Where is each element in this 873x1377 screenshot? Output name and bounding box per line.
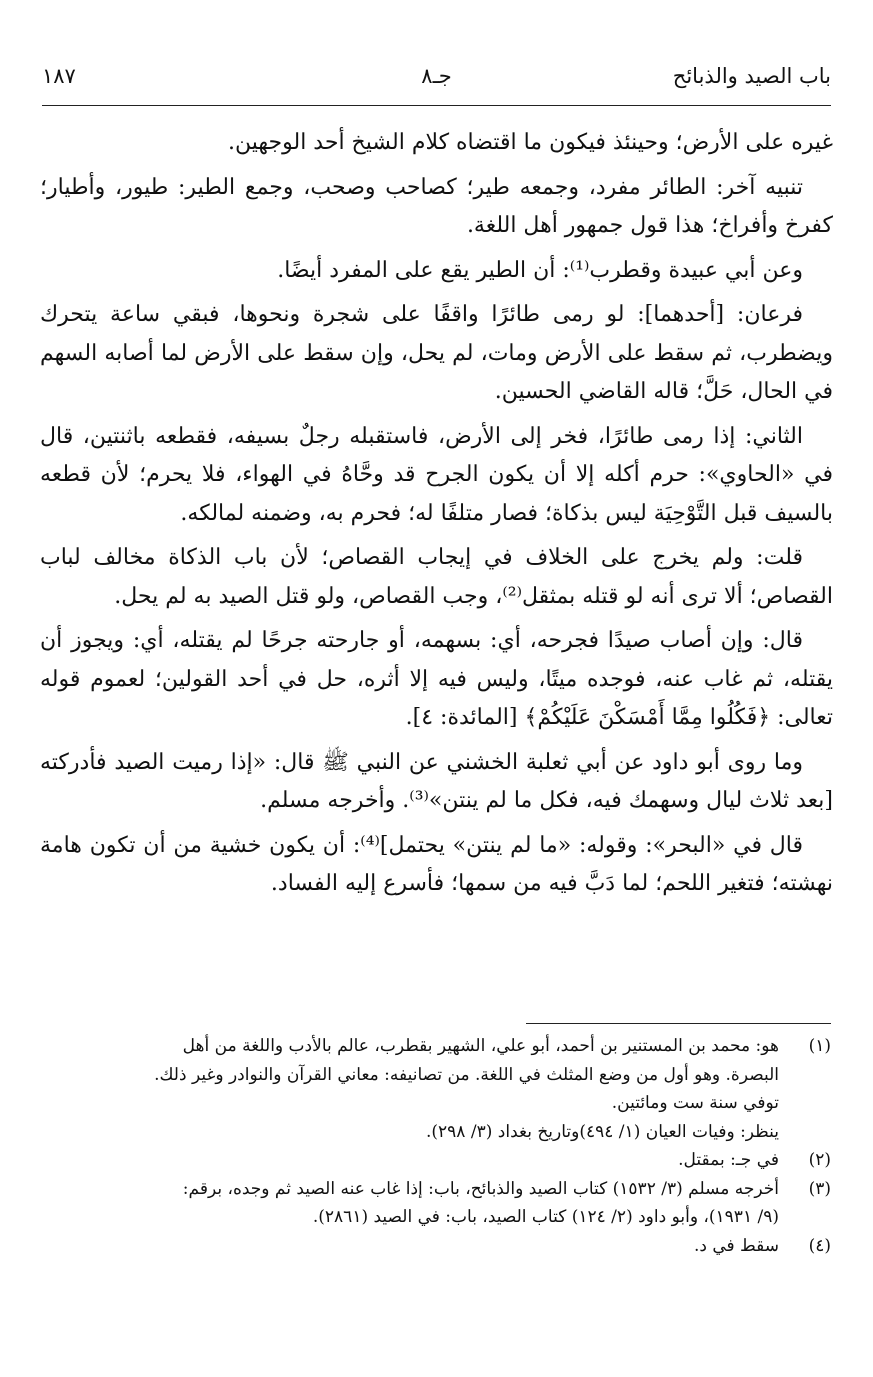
- paragraph: وما روى أبو داود عن أبي ثعلبة الخشني عن النبي ﷺ قال: «إذا رميت الصيد فأدركته [بعد ثلاث ليال وسهمك فيه، فكل ما لم ينتن»⁽³⁾. وأخرجه مسلم.: [40, 749, 833, 813]
- running-header: [42, 58, 831, 102]
- header-rule: [42, 105, 831, 106]
- paragraph: تنبيه آخر: الطائر مفرد، وجمعه طير؛ كصاحب وصحب، وجمع الطير: طيور، وأطيار؛ كفرخ وأفراخ؛ هذا قول جمهور أهل اللغة.: [40, 174, 833, 238]
- footnote-line: في جـ: بمقتل.: [678, 1150, 779, 1170]
- paragraph: غيره على الأرض؛ وحينئذ فيكون ما اقتضاه كلام الشيخ أحد الوجهين.: [228, 130, 833, 155]
- footnote-number: (٢): [808, 1150, 831, 1170]
- paragraph: وعن أبي عبيدة وقطرب⁽¹⁾: أن الطير يقع على المفرد أيضًا.: [277, 257, 803, 283]
- main-text: [40, 124, 833, 910]
- footnote-2: [40, 1146, 831, 1175]
- volume-label: جـ٨: [421, 64, 452, 88]
- footnote-line: هو: محمد بن المستنير بن أحمد، أبو علي، الشهير بقطرب، عالم بالأدب واللغة من أهل: [182, 1036, 779, 1056]
- footnote-line: أخرجه مسلم (٣/ ١٥٣٢) كتاب الصيد والذبائح، باب: إذا غاب عنه الصيد ثم وجده، برقم:: [182, 1178, 779, 1199]
- footnote-line: سقط في د.: [693, 1235, 779, 1256]
- page-number: ١٨٧: [42, 64, 76, 88]
- footnote-number: (٣): [808, 1178, 831, 1199]
- footnote-number: (٤): [808, 1235, 831, 1256]
- paragraph: قلت: ولم يخرج على الخلاف في إيجاب القصاص؛ لأن باب الذكاة مخالف لباب القصاص؛ ألا ترى أنه لو قتله بمثقل⁽²⁾، وجب القصاص، ولو قتل الصيد به لم يحل.: [40, 545, 833, 609]
- footnote-1: [40, 1032, 831, 1146]
- chapter-title: باب الصيد والذبائح: [672, 64, 831, 88]
- footnote-3: [40, 1175, 831, 1232]
- footnotes: [40, 1032, 831, 1260]
- footnote-rule: [526, 1023, 831, 1024]
- footnote-4: [40, 1232, 831, 1261]
- footnote-number: (١): [808, 1036, 831, 1056]
- paragraph: الثاني: إذا رمى طائرًا، فخر إلى الأرض، فاستقبله رجلٌ بسيفه، فقطعه باثنتين، قال في «الحاوي»: حرم أكله إلا أن يكون الجرح قد وحَّاهُ في الهواء، فلا يحرم؛ لأن قطعه بالسيف قبل التَّوْحِيَة ليس بذكاة؛ فصار متلفًا له؛ فحرم به، وضمنه لمالكه.: [40, 423, 833, 526]
- paragraph: قال في «البحر»: وقوله: «ما لم ينتن» يحتمل]⁽⁴⁾: أن يكون خشية من أن تكون هامة نهشته؛ فتغير اللحم؛ لما دَبَّ فيه من سمها؛ فأسرع إليه الفساد.: [40, 832, 833, 896]
- footnote-line: (٩/ ١٩٣١)، وأبو داود (٢/ ١٢٤) كتاب الصيد، باب: في الصيد (٢٨٦١).: [312, 1207, 779, 1227]
- paragraph: فرعان: [أحدهما]: لو رمى طائرًا واقفًا على شجرة ونحوها، فبقي ساعة يتحرك ويضطرب، ثم سقط على الأرض ومات، لم يحل، وإن سقط على الأرض لما أصابه السهم في الحال، حَلَّ؛ قاله القاضي الحسين.: [40, 302, 833, 404]
- footnote-line: البصرة. وهو أول من وضع المثلث في اللغة. من تصانيفه: معاني القرآن والنوادر وغير ذلك.: [154, 1064, 779, 1085]
- footnote-line: توفي سنة ست ومائتين.: [611, 1093, 779, 1113]
- paragraph: قال: وإن أصاب صيدًا فجرحه، أي: بسهمه، أو جارحته جرحًا لم يقتله، أي: ويجوز أن يقتله، ثم غاب عنه، فوجده ميتًا، وليس فيه إلا أثره، حل في أحد القولين؛ لعموم قوله تعالى: ﴿فَكُلُوا مِمَّا أَمْسَكْنَ عَلَيْكُمْ﴾ [المائدة: ٤].: [40, 628, 833, 730]
- footnote-line: ينظر: وفيات العيان (١/ ٤٩٤)وتاريخ بغداد (٣/ ٢٩٨).: [426, 1121, 779, 1142]
